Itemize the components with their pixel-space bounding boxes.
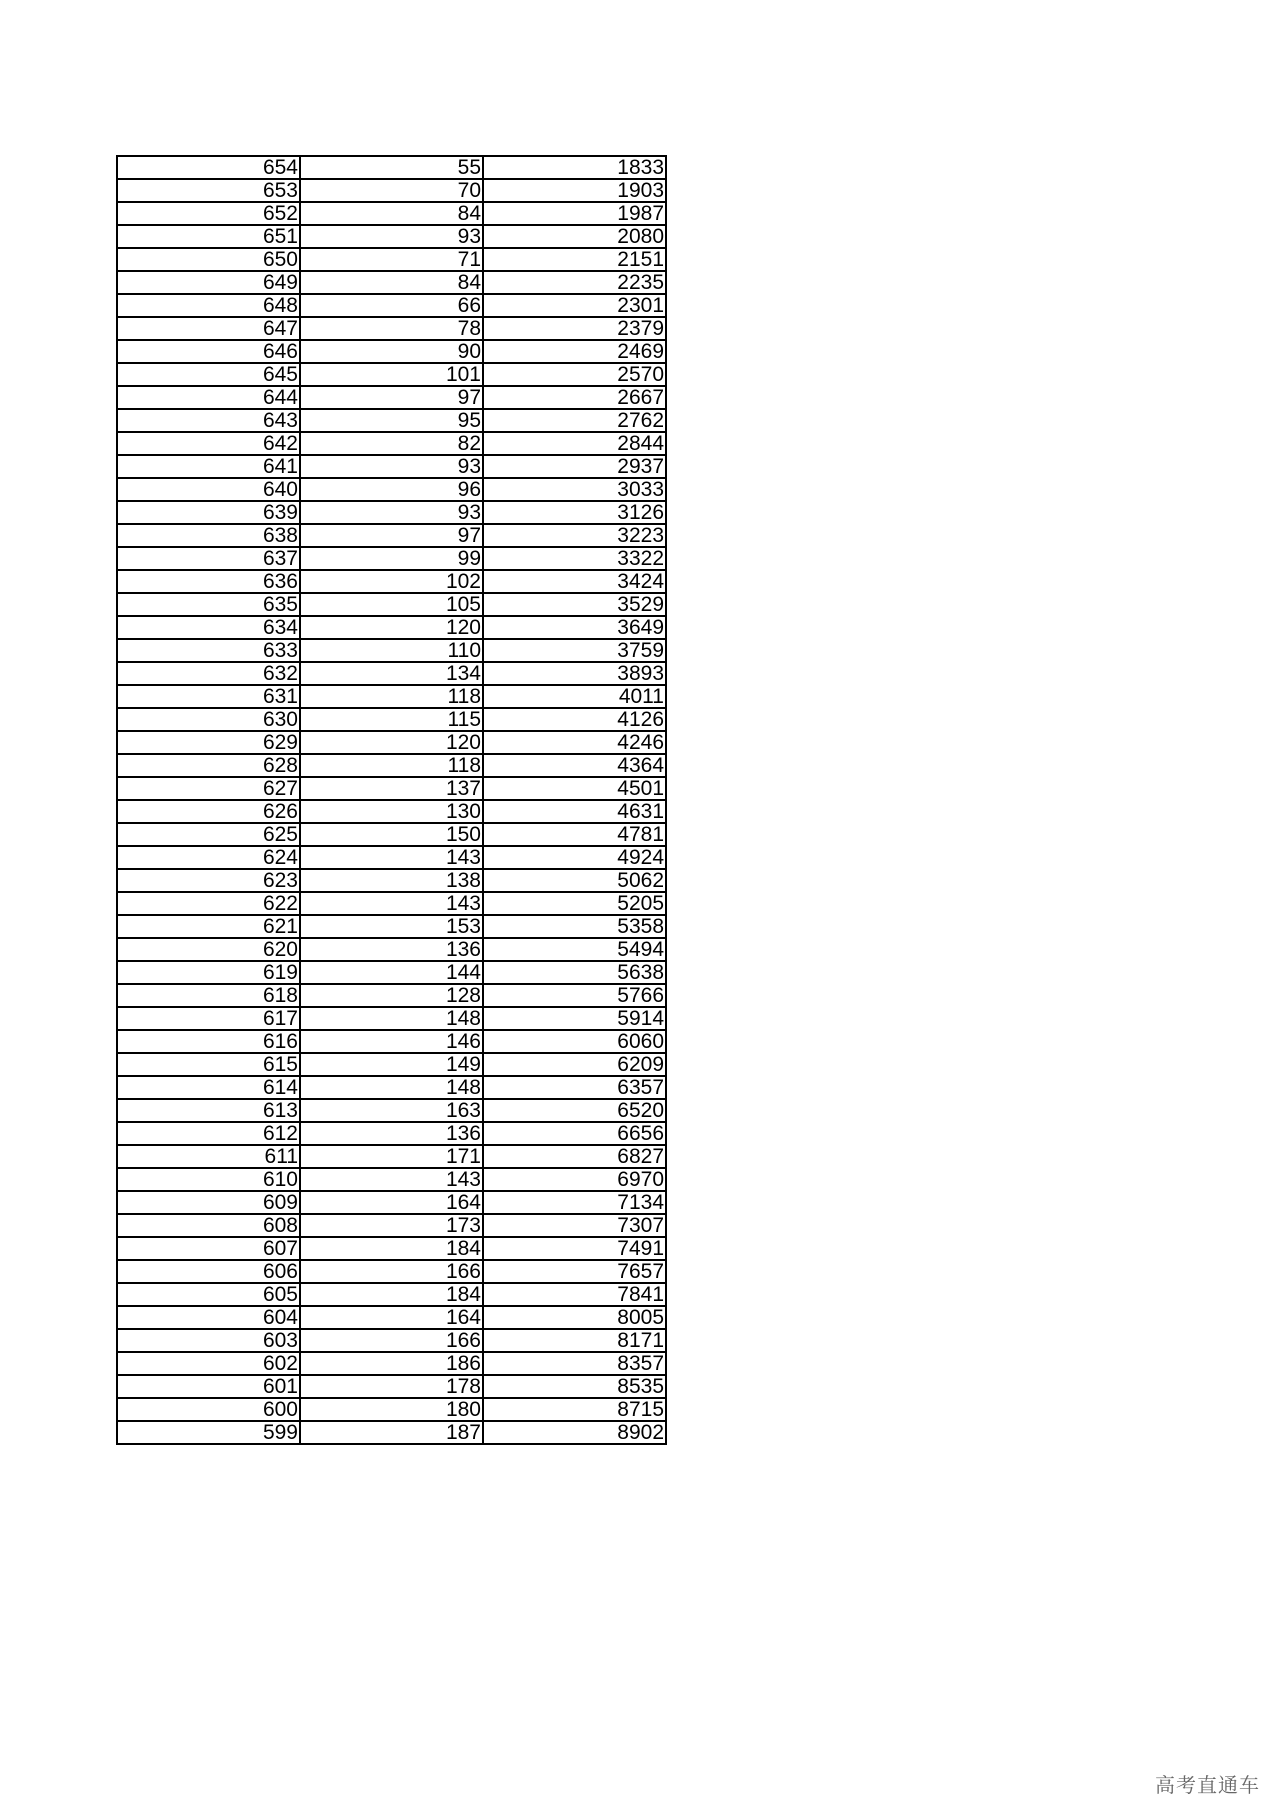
table-row xyxy=(117,1375,666,1398)
table-row xyxy=(117,1191,666,1214)
table-row xyxy=(117,202,666,225)
table-row xyxy=(117,892,666,915)
cumulative-cell: 5914 xyxy=(483,1007,666,1030)
count-cell: 148 xyxy=(300,1076,483,1099)
table-row xyxy=(117,1329,666,1352)
cumulative-cell: 4631 xyxy=(483,800,666,823)
table-row xyxy=(117,1168,666,1191)
cumulative-cell: 2379 xyxy=(483,317,666,340)
score-cell: 624 xyxy=(117,846,300,869)
count-cell: 90 xyxy=(300,340,483,363)
score-cell: 607 xyxy=(117,1237,300,1260)
cumulative-cell: 3529 xyxy=(483,593,666,616)
score-cell: 633 xyxy=(117,639,300,662)
count-cell: 144 xyxy=(300,961,483,984)
count-cell: 118 xyxy=(300,754,483,777)
count-cell: 186 xyxy=(300,1352,483,1375)
score-cell: 620 xyxy=(117,938,300,961)
table-row xyxy=(117,1398,666,1421)
cumulative-cell: 2151 xyxy=(483,248,666,271)
count-cell: 97 xyxy=(300,524,483,547)
count-cell: 97 xyxy=(300,386,483,409)
score-cell: 638 xyxy=(117,524,300,547)
cumulative-cell: 4501 xyxy=(483,777,666,800)
cumulative-cell: 5205 xyxy=(483,892,666,915)
cumulative-cell: 1903 xyxy=(483,179,666,202)
score-cell: 619 xyxy=(117,961,300,984)
cumulative-cell: 1987 xyxy=(483,202,666,225)
score-cell: 629 xyxy=(117,731,300,754)
count-cell: 70 xyxy=(300,179,483,202)
table-row xyxy=(117,501,666,524)
table-row xyxy=(117,869,666,892)
table-row xyxy=(117,409,666,432)
score-cell: 652 xyxy=(117,202,300,225)
score-cell: 623 xyxy=(117,869,300,892)
cumulative-cell: 2080 xyxy=(483,225,666,248)
score-cell: 636 xyxy=(117,570,300,593)
table-row xyxy=(117,179,666,202)
score-cell: 622 xyxy=(117,892,300,915)
count-cell: 105 xyxy=(300,593,483,616)
table-row xyxy=(117,777,666,800)
table-row xyxy=(117,662,666,685)
score-cell: 601 xyxy=(117,1375,300,1398)
table-row xyxy=(117,478,666,501)
score-cell: 631 xyxy=(117,685,300,708)
count-cell: 163 xyxy=(300,1099,483,1122)
score-table-body xyxy=(117,156,666,1444)
cumulative-cell: 7657 xyxy=(483,1260,666,1283)
cumulative-cell: 6970 xyxy=(483,1168,666,1191)
count-cell: 164 xyxy=(300,1191,483,1214)
count-cell: 137 xyxy=(300,777,483,800)
table-row xyxy=(117,685,666,708)
count-cell: 148 xyxy=(300,1007,483,1030)
table-row xyxy=(117,1214,666,1237)
count-cell: 143 xyxy=(300,1168,483,1191)
count-cell: 84 xyxy=(300,202,483,225)
count-cell: 164 xyxy=(300,1306,483,1329)
score-cell: 641 xyxy=(117,455,300,478)
table-row xyxy=(117,961,666,984)
score-cell: 645 xyxy=(117,363,300,386)
count-cell: 184 xyxy=(300,1283,483,1306)
table-row xyxy=(117,225,666,248)
cumulative-cell: 8535 xyxy=(483,1375,666,1398)
score-cell: 602 xyxy=(117,1352,300,1375)
cumulative-cell: 6656 xyxy=(483,1122,666,1145)
table-row xyxy=(117,524,666,547)
cumulative-cell: 3322 xyxy=(483,547,666,570)
table-row xyxy=(117,432,666,455)
score-cell: 644 xyxy=(117,386,300,409)
cumulative-cell: 8715 xyxy=(483,1398,666,1421)
table-row xyxy=(117,317,666,340)
score-cell: 648 xyxy=(117,294,300,317)
count-cell: 134 xyxy=(300,662,483,685)
score-cell: 616 xyxy=(117,1030,300,1053)
count-cell: 166 xyxy=(300,1329,483,1352)
score-cell: 650 xyxy=(117,248,300,271)
cumulative-cell: 6209 xyxy=(483,1053,666,1076)
count-cell: 153 xyxy=(300,915,483,938)
count-cell: 130 xyxy=(300,800,483,823)
table-row xyxy=(117,846,666,869)
cumulative-cell: 6520 xyxy=(483,1099,666,1122)
count-cell: 82 xyxy=(300,432,483,455)
table-row xyxy=(117,386,666,409)
cumulative-cell: 4126 xyxy=(483,708,666,731)
table-row xyxy=(117,1421,666,1444)
score-cell: 615 xyxy=(117,1053,300,1076)
cumulative-cell: 2570 xyxy=(483,363,666,386)
score-cell: 634 xyxy=(117,616,300,639)
table-row xyxy=(117,1237,666,1260)
table-row xyxy=(117,938,666,961)
count-cell: 143 xyxy=(300,892,483,915)
count-cell: 136 xyxy=(300,938,483,961)
table-row xyxy=(117,156,666,179)
score-cell: 649 xyxy=(117,271,300,294)
score-cell: 642 xyxy=(117,432,300,455)
score-cell: 605 xyxy=(117,1283,300,1306)
score-cell: 621 xyxy=(117,915,300,938)
table-row xyxy=(117,708,666,731)
table-row xyxy=(117,271,666,294)
cumulative-cell: 2937 xyxy=(483,455,666,478)
cumulative-cell: 1833 xyxy=(483,156,666,179)
score-cell: 637 xyxy=(117,547,300,570)
table-row xyxy=(117,1306,666,1329)
table-row xyxy=(117,1099,666,1122)
table-row xyxy=(117,823,666,846)
table-row xyxy=(117,547,666,570)
watermark-text: 高考直通车 xyxy=(1155,1773,1260,1797)
score-cell: 612 xyxy=(117,1122,300,1145)
count-cell: 120 xyxy=(300,731,483,754)
count-cell: 146 xyxy=(300,1030,483,1053)
cumulative-cell: 2844 xyxy=(483,432,666,455)
table-row xyxy=(117,1122,666,1145)
cumulative-cell: 7134 xyxy=(483,1191,666,1214)
cumulative-cell: 2301 xyxy=(483,294,666,317)
score-cell: 618 xyxy=(117,984,300,1007)
count-cell: 66 xyxy=(300,294,483,317)
score-cell: 600 xyxy=(117,1398,300,1421)
score-cell: 635 xyxy=(117,593,300,616)
count-cell: 99 xyxy=(300,547,483,570)
count-cell: 93 xyxy=(300,455,483,478)
table-row xyxy=(117,639,666,662)
table-row xyxy=(117,340,666,363)
score-cell: 632 xyxy=(117,662,300,685)
count-cell: 120 xyxy=(300,616,483,639)
count-cell: 102 xyxy=(300,570,483,593)
count-cell: 118 xyxy=(300,685,483,708)
score-cell: 613 xyxy=(117,1099,300,1122)
count-cell: 178 xyxy=(300,1375,483,1398)
table-row xyxy=(117,616,666,639)
score-cell: 606 xyxy=(117,1260,300,1283)
table-row xyxy=(117,1260,666,1283)
cumulative-cell: 2667 xyxy=(483,386,666,409)
cumulative-cell: 8357 xyxy=(483,1352,666,1375)
score-cell: 599 xyxy=(117,1421,300,1444)
table-row xyxy=(117,800,666,823)
table-row xyxy=(117,593,666,616)
cumulative-cell: 7841 xyxy=(483,1283,666,1306)
table-row xyxy=(117,1007,666,1030)
count-cell: 84 xyxy=(300,271,483,294)
count-cell: 93 xyxy=(300,501,483,524)
score-cell: 640 xyxy=(117,478,300,501)
cumulative-cell: 5358 xyxy=(483,915,666,938)
count-cell: 136 xyxy=(300,1122,483,1145)
table-row xyxy=(117,570,666,593)
score-cell: 614 xyxy=(117,1076,300,1099)
count-cell: 55 xyxy=(300,156,483,179)
cumulative-cell: 6827 xyxy=(483,1145,666,1168)
score-cell: 646 xyxy=(117,340,300,363)
cumulative-cell: 7307 xyxy=(483,1214,666,1237)
table-row xyxy=(117,363,666,386)
cumulative-cell: 8005 xyxy=(483,1306,666,1329)
score-cell: 653 xyxy=(117,179,300,202)
cumulative-cell: 3424 xyxy=(483,570,666,593)
score-cell: 639 xyxy=(117,501,300,524)
score-cell: 625 xyxy=(117,823,300,846)
count-cell: 171 xyxy=(300,1145,483,1168)
table-row xyxy=(117,984,666,1007)
count-cell: 149 xyxy=(300,1053,483,1076)
score-cell: 651 xyxy=(117,225,300,248)
table-row xyxy=(117,1283,666,1306)
table-row xyxy=(117,915,666,938)
cumulative-cell: 3126 xyxy=(483,501,666,524)
cumulative-cell: 2762 xyxy=(483,409,666,432)
score-cell: 627 xyxy=(117,777,300,800)
cumulative-cell: 7491 xyxy=(483,1237,666,1260)
cumulative-cell: 4246 xyxy=(483,731,666,754)
count-cell: 110 xyxy=(300,639,483,662)
score-cell: 603 xyxy=(117,1329,300,1352)
table-row xyxy=(117,455,666,478)
count-cell: 101 xyxy=(300,363,483,386)
cumulative-cell: 3759 xyxy=(483,639,666,662)
score-cell: 610 xyxy=(117,1168,300,1191)
score-table xyxy=(116,155,667,1445)
table-row xyxy=(117,1030,666,1053)
cumulative-cell: 2235 xyxy=(483,271,666,294)
score-cell: 628 xyxy=(117,754,300,777)
score-cell: 617 xyxy=(117,1007,300,1030)
count-cell: 128 xyxy=(300,984,483,1007)
cumulative-cell: 3649 xyxy=(483,616,666,639)
count-cell: 150 xyxy=(300,823,483,846)
score-cell: 604 xyxy=(117,1306,300,1329)
count-cell: 71 xyxy=(300,248,483,271)
cumulative-cell: 8902 xyxy=(483,1421,666,1444)
cumulative-cell: 4011 xyxy=(483,685,666,708)
count-cell: 138 xyxy=(300,869,483,892)
cumulative-cell: 6060 xyxy=(483,1030,666,1053)
table-row xyxy=(117,1145,666,1168)
cumulative-cell: 5062 xyxy=(483,869,666,892)
cumulative-cell: 3223 xyxy=(483,524,666,547)
score-cell: 626 xyxy=(117,800,300,823)
cumulative-cell: 4781 xyxy=(483,823,666,846)
table-row xyxy=(117,1352,666,1375)
score-cell: 608 xyxy=(117,1214,300,1237)
cumulative-cell: 4364 xyxy=(483,754,666,777)
cumulative-cell: 6357 xyxy=(483,1076,666,1099)
cumulative-cell: 3893 xyxy=(483,662,666,685)
score-cell: 647 xyxy=(117,317,300,340)
count-cell: 184 xyxy=(300,1237,483,1260)
count-cell: 173 xyxy=(300,1214,483,1237)
cumulative-cell: 5494 xyxy=(483,938,666,961)
score-cell: 630 xyxy=(117,708,300,731)
score-cell: 654 xyxy=(117,156,300,179)
count-cell: 115 xyxy=(300,708,483,731)
table-row xyxy=(117,1053,666,1076)
score-cell: 609 xyxy=(117,1191,300,1214)
table-row xyxy=(117,294,666,317)
score-cell: 643 xyxy=(117,409,300,432)
count-cell: 143 xyxy=(300,846,483,869)
score-cell: 611 xyxy=(117,1145,300,1168)
cumulative-cell: 5766 xyxy=(483,984,666,1007)
count-cell: 187 xyxy=(300,1421,483,1444)
cumulative-cell: 8171 xyxy=(483,1329,666,1352)
table-row xyxy=(117,754,666,777)
count-cell: 95 xyxy=(300,409,483,432)
cumulative-cell: 4924 xyxy=(483,846,666,869)
count-cell: 96 xyxy=(300,478,483,501)
count-cell: 180 xyxy=(300,1398,483,1421)
cumulative-cell: 3033 xyxy=(483,478,666,501)
table-row xyxy=(117,248,666,271)
cumulative-cell: 2469 xyxy=(483,340,666,363)
count-cell: 93 xyxy=(300,225,483,248)
cumulative-cell: 5638 xyxy=(483,961,666,984)
table-row xyxy=(117,731,666,754)
count-cell: 78 xyxy=(300,317,483,340)
table-row xyxy=(117,1076,666,1099)
count-cell: 166 xyxy=(300,1260,483,1283)
